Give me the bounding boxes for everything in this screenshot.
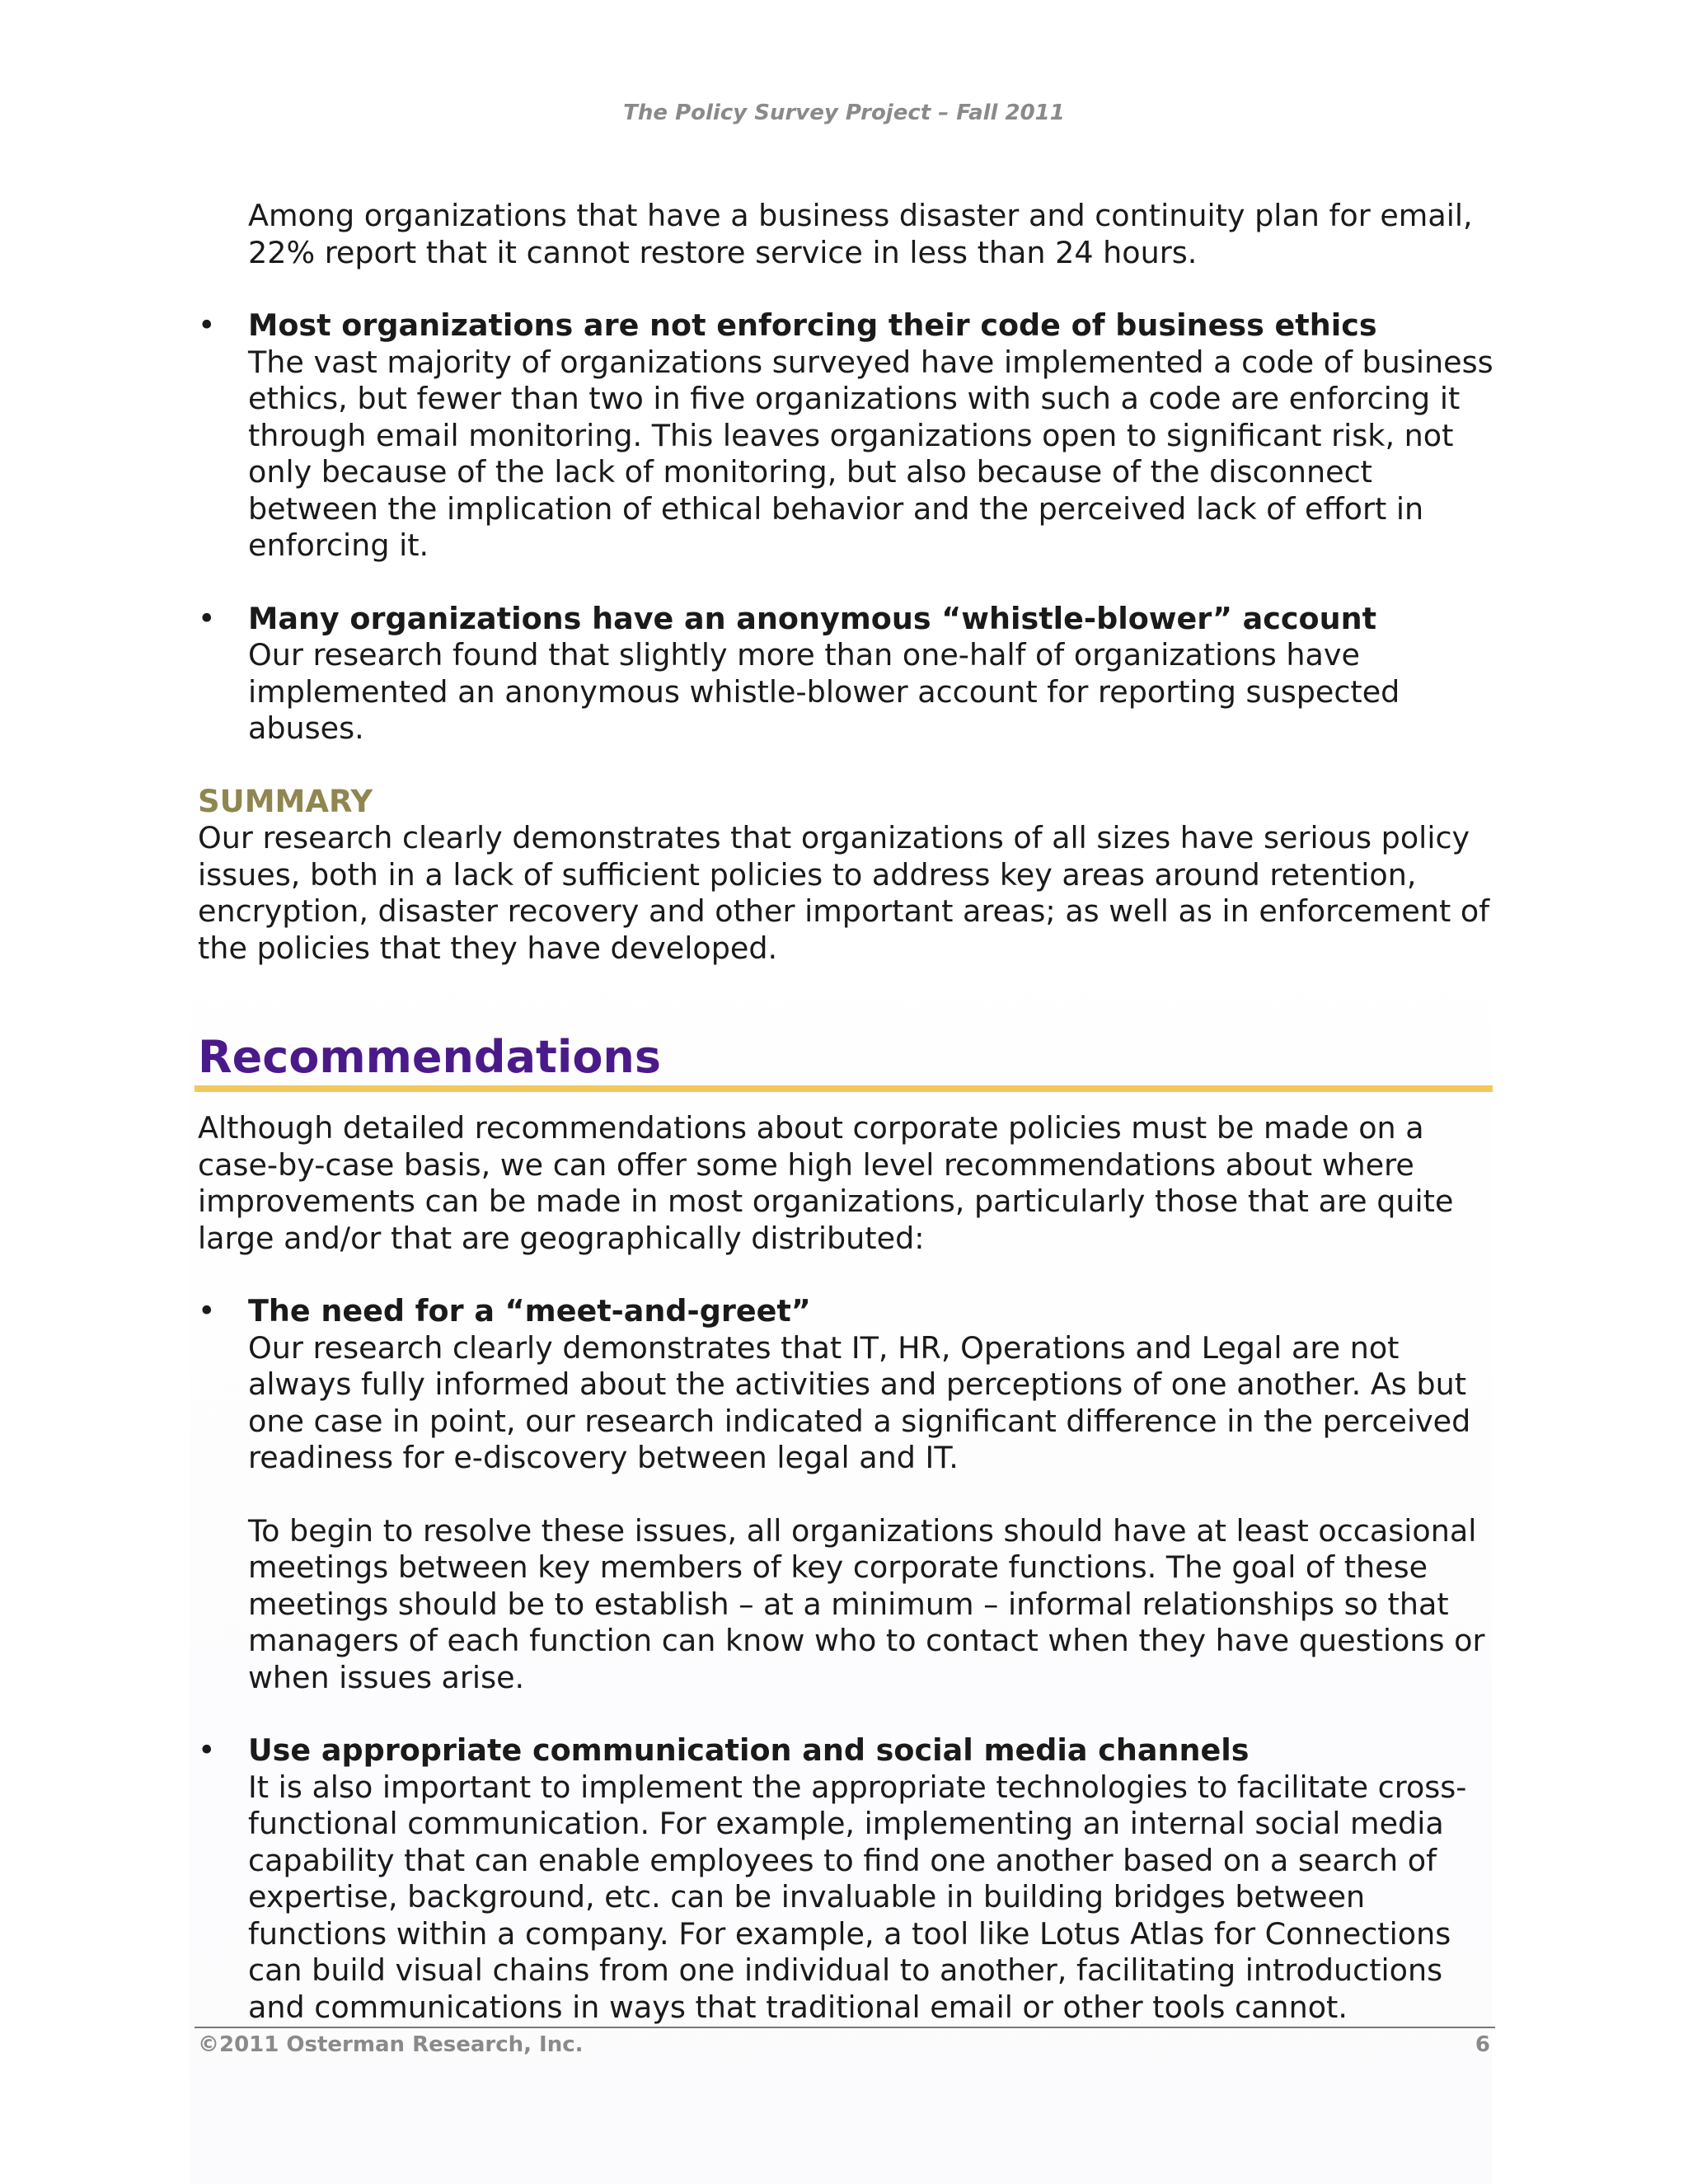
- bullet-title: Most organizations are not enforcing their code of business ethics: [248, 307, 1377, 343]
- summary-heading: SUMMARY: [198, 783, 373, 819]
- footer-divider: [195, 2027, 1495, 2028]
- bullet-title: The need for a “meet-and-greet”: [248, 1293, 811, 1329]
- recommendations-intro: Although detailed recommendations about corporate policies must be made on a case-by-case basis, we can offer some high level recommendations about where improvements can be made in most organizations, particularly those that are quite large and/or that are geographically distributed:: [198, 1110, 1454, 1256]
- bullet-ethics: [198, 307, 1500, 565]
- bullet-meet-and-greet: [198, 1293, 1500, 1696]
- recommendations-heading: Recommendations: [198, 1031, 662, 1083]
- bullet-body: It is also important to implement the appropriate technologies to facilitate cross-functional communication. For example, implementing an internal social media capability that can enable employees to find one another based on a search of expertise, background, etc. can be invaluable in building bridges between functions within a company. For example, a tool like Lotus Atlas for Connections can build visual chains from one individual to another, facilitating introductions and communications in ways that traditional email or other tools cannot.: [248, 1769, 1467, 2025]
- page-header-title: The Policy Survey Project – Fall 2011: [623, 101, 1065, 125]
- bullet-whistle-blower: [198, 601, 1500, 748]
- intro-paragraph: Among organizations that have a business disaster and continuity plan for email, 22% report that it cannot restore service in less than 24 hours.: [248, 198, 1473, 270]
- bullet-dot-icon: •: [198, 1293, 216, 1329]
- bullet-dot-icon: •: [198, 1732, 216, 1768]
- footer-page-number: 6: [1475, 2032, 1490, 2057]
- bullet-body: Our research clearly demonstrates that IT, HR, Operations and Legal are not always fully informed about the activities and perceptions of one another. As but one case in point, our research indicated a significant difference in the perceived readiness for e-discovery between legal and IT.: [248, 1329, 1471, 1475]
- summary-body: Our research clearly demonstrates that organizations of all sizes have serious policy issues, both in a lack of sufficient policies to address key areas around retention, encryption, disaster recovery and other important areas; as well as in enforcement of the policies that they have developed.: [198, 820, 1490, 966]
- heading-underline: [195, 1085, 1493, 1092]
- bullet-communication-channels: [198, 1732, 1500, 2026]
- bullet-body: The vast majority of organizations surveyed have implemented a code of business ethics, but fewer than two in five organizations with such a code are enforcing it through email monitoring. This leaves organizations open to significant risk, not only because of the lack of monitoring, but also because of the disconnect between the implication of ethical behavior and the perceived lack of effort in enforcing it.: [248, 344, 1493, 563]
- bullet-title: Use appropriate communication and social media channels: [248, 1732, 1250, 1768]
- bullet-body: Our research found that slightly more than one-half of organizations have implemented an anonymous whistle-blower account for reporting suspected abuses.: [248, 637, 1400, 746]
- bullet-dot-icon: •: [198, 600, 216, 636]
- bullet-title: Many organizations have an anonymous “whistle-blower” account: [248, 600, 1377, 636]
- bullet-dot-icon: •: [198, 307, 216, 343]
- bullet-body-continued: To begin to resolve these issues, all organizations should have at least occasional meetings between key members of key corporate functions. The goal of these meetings should be to establish – at a minimum – informal relationships so that managers of each function can know who to contact when they have questions or when issues arise.: [248, 1512, 1485, 1695]
- footer-copyright: ©2011 Osterman Research, Inc.: [198, 2032, 584, 2057]
- page-content: [198, 198, 1500, 2026]
